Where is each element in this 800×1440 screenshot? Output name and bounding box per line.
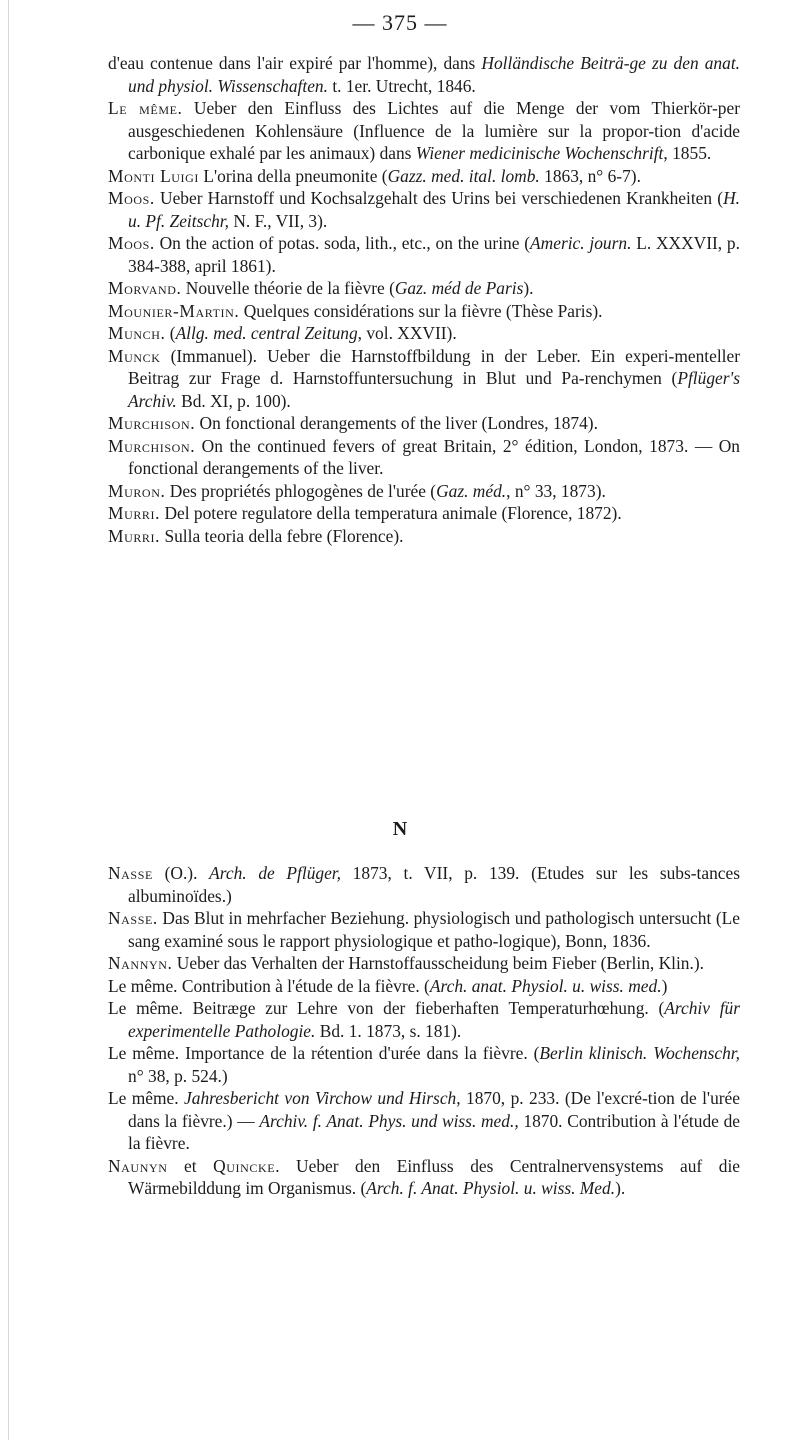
entry-text: L. XXXVII, p. 384-388, april 1861). (128, 233, 740, 276)
entry-source-title: Archiv. f. Anat. Phys. und wiss. med., (259, 1110, 519, 1131)
bibliography-entry (108, 187, 740, 232)
entry-text: , vol. XXVII). (357, 323, 457, 343)
entry-author: Le même. (108, 98, 183, 118)
entry-text: . Ueber den Einfluss des Centralnervensystems auf die Wärmebilddung im Organismus. ( (128, 1155, 740, 1198)
entry-text: (O.). (152, 863, 210, 883)
entry-author: Monti Luigi (108, 165, 200, 186)
entry-author: Murri. (108, 525, 161, 546)
entry-text: Le même. (108, 1088, 185, 1108)
entry-source-title: Wiener medicinische Wochenschrift (415, 143, 664, 163)
entry-source-title: H. u. Pf. Zeitschr, (128, 188, 740, 231)
entry-text: ( (165, 323, 176, 343)
bibliography-entry (108, 907, 740, 952)
entry-text: Bd. XI, p. 100). (176, 390, 291, 411)
entry-text: Des propriétés phlogogènes de l'urée ( (165, 480, 437, 501)
entry-text: ) (661, 975, 668, 996)
entry-text: N. F., VII, 3). (228, 210, 328, 231)
entry-text: 1870, p. 233. (De l'excré-tion de l'urée dans la fièvre.) — (128, 1088, 740, 1131)
entry-text: Ueber Harnstoff und Kochsalzgehalt des Urins bei verschiedenen Krankheiten ( (154, 188, 724, 208)
entry-text: ). (523, 278, 534, 298)
entry-text: 1870. Contribution à l'étude de la fièvre. (128, 1110, 740, 1153)
entry-source-title: Archiv für experimentelle Pathologie. (128, 998, 740, 1041)
entry-text: Le même. Importance de la rétention d'urée dans la fièvre. ( (108, 1043, 540, 1063)
entry-source-title: Arch. f. Anat. Physiol. u. wiss. Med. (366, 1178, 616, 1198)
bibliography-entry (108, 1042, 740, 1087)
entry-source-title: Americ. journ. (530, 233, 632, 253)
bibliography-entry (108, 480, 740, 503)
entry-author: Murchison. (108, 413, 196, 433)
bibliography-n-entries (108, 862, 740, 1200)
entry-text: On the action of potas. soda, lith., etc., on the urine ( (154, 233, 531, 253)
entry-author: Naunyn (108, 1155, 168, 1176)
bibliography-entry (108, 277, 740, 300)
entry-text: t. 1er. Utrecht, 1846. (327, 75, 476, 96)
entry-text: Bd. 1. 1873, s. 181). (315, 1020, 462, 1041)
bibliography-entry (108, 345, 740, 413)
entry-source-title: Gaz. méd de Paris (394, 278, 524, 298)
entry-text: 1873, t. VII, p. 139. (Etudes sur les subs-tances albuminoïdes.) (128, 863, 740, 906)
entry-text: Le même. Beitræge zur Lehre von der fieberhaften Temperaturhœhung. ( (108, 998, 665, 1018)
bibliography-entry (108, 1155, 740, 1200)
bibliography-entry (108, 435, 740, 480)
bibliography-entry (108, 97, 740, 165)
entry-text: (Immanuel). Ueber die Harnstoffbildung in der Leber. Ein experi-menteller Beitrag zur Frage d. Harnstoffuntersuchung in Blut und Pa-renchymen ( (128, 345, 740, 388)
page-number: — 375 — (352, 10, 448, 35)
entry-author: Morvand. (108, 278, 182, 298)
entry-text: L'orina della pneumonite ( (199, 165, 388, 186)
entry-text: Quelques considérations sur la fièvre (Thèse Paris). (239, 300, 603, 321)
entry-source-title: Arch. anat. Physiol. u. wiss. med. (429, 975, 662, 996)
entry-text: Ueber den Einfluss des Lichtes auf die Menge der vom Thierkör-per ausgeschiedenen Kohlensäure (Influence de la lumière sur la propor-tion d'acide carbonique exhalé par les animaux) dans (128, 98, 740, 163)
entry-author: Munch. (108, 323, 166, 343)
entry-author: Nannyn. (108, 953, 173, 973)
bibliography-entry (108, 322, 740, 345)
entry-source-title: Berlin klinisch. Wochenschr, (539, 1043, 740, 1063)
entry-author: Nasse (108, 863, 153, 883)
entry-source-title: Holländische Beiträ-ge zu den anat. und physiol. Wissenschaften. (128, 53, 740, 96)
entry-source-title: Pflüger's Archiv. (128, 368, 740, 411)
page-gutter-edge (8, 0, 9, 1440)
bibliography-entry (108, 232, 740, 277)
entry-author: Nasse. (108, 908, 158, 928)
entry-author: Moos. (108, 233, 155, 253)
entry-text: et (167, 1155, 214, 1176)
bibliography-entry (108, 52, 740, 97)
entry-text: ). (615, 1178, 626, 1198)
entry-text: On the continued fevers of great Britain, 2° édition, London, 1873. — On fonctional derangements of the liver. (128, 435, 740, 478)
bibliography-entry (108, 300, 740, 323)
entry-author: Moos. (108, 188, 155, 208)
entry-author: Muron. (108, 480, 166, 501)
entry-text: , n° 33, 1873). (506, 480, 606, 501)
bibliography-m-entries (108, 52, 740, 547)
section-heading-letter: N (392, 818, 408, 840)
bibliography-entry (108, 525, 740, 548)
entry-text: Del potere regulatore della temperatura animale (Florence, 1872). (160, 503, 622, 523)
entry-text: Quincke (213, 1155, 276, 1176)
entry-text: Le même. Contribution à l'étude de la fièvre. ( (108, 975, 430, 996)
bibliography-entry (108, 862, 740, 907)
entry-author: Murri. (108, 503, 161, 523)
entry-source-title: Allg. med. central Zeitung (175, 323, 358, 343)
entry-text: Sulla teoria della febre (Florence). (160, 525, 404, 546)
bibliography-entry (108, 165, 740, 188)
entry-source-title: Arch. de Pflüger, (209, 863, 341, 883)
entry-text: Ueber das Verhalten der Harnstoffausscheidung beim Fieber (Berlin, Klin.). (172, 953, 704, 973)
entry-text: n° 38, p. 524.) (128, 1065, 228, 1086)
bibliography-entry (108, 412, 740, 435)
entry-author: Mounier-Martin. (108, 300, 240, 321)
entry-author: Munck (108, 345, 161, 366)
entry-source-title: Gaz. méd. (436, 480, 507, 501)
entry-source-title: Jahresbericht von Virchow und Hirsch, (184, 1088, 461, 1108)
entry-text: d'eau contenue dans l'air expiré par l'homme), dans (108, 53, 482, 73)
entry-source-title: Gazz. med. ital. lomb. (387, 165, 540, 186)
entry-text: , 1855. (663, 143, 712, 163)
entry-text: 1863, n° 6-7). (539, 165, 641, 186)
bibliography-entry (108, 502, 740, 525)
entry-text: Nouvelle théorie de la fièvre ( (181, 278, 395, 298)
bibliography-entry (108, 1087, 740, 1155)
bibliography-entry (108, 975, 740, 998)
bibliography-entry (108, 952, 740, 975)
entry-text: Das Blut in mehrfacher Beziehung. physiologisch und pathologisch untersucht (Le sang examiné sous le rapport physiologique et patho-logique), Bonn, 1836. (128, 908, 740, 951)
bibliography-entry (108, 997, 740, 1042)
entry-text: On fonctional derangements of the liver (Londres, 1874). (195, 413, 598, 433)
entry-author: Murchison. (108, 435, 196, 456)
